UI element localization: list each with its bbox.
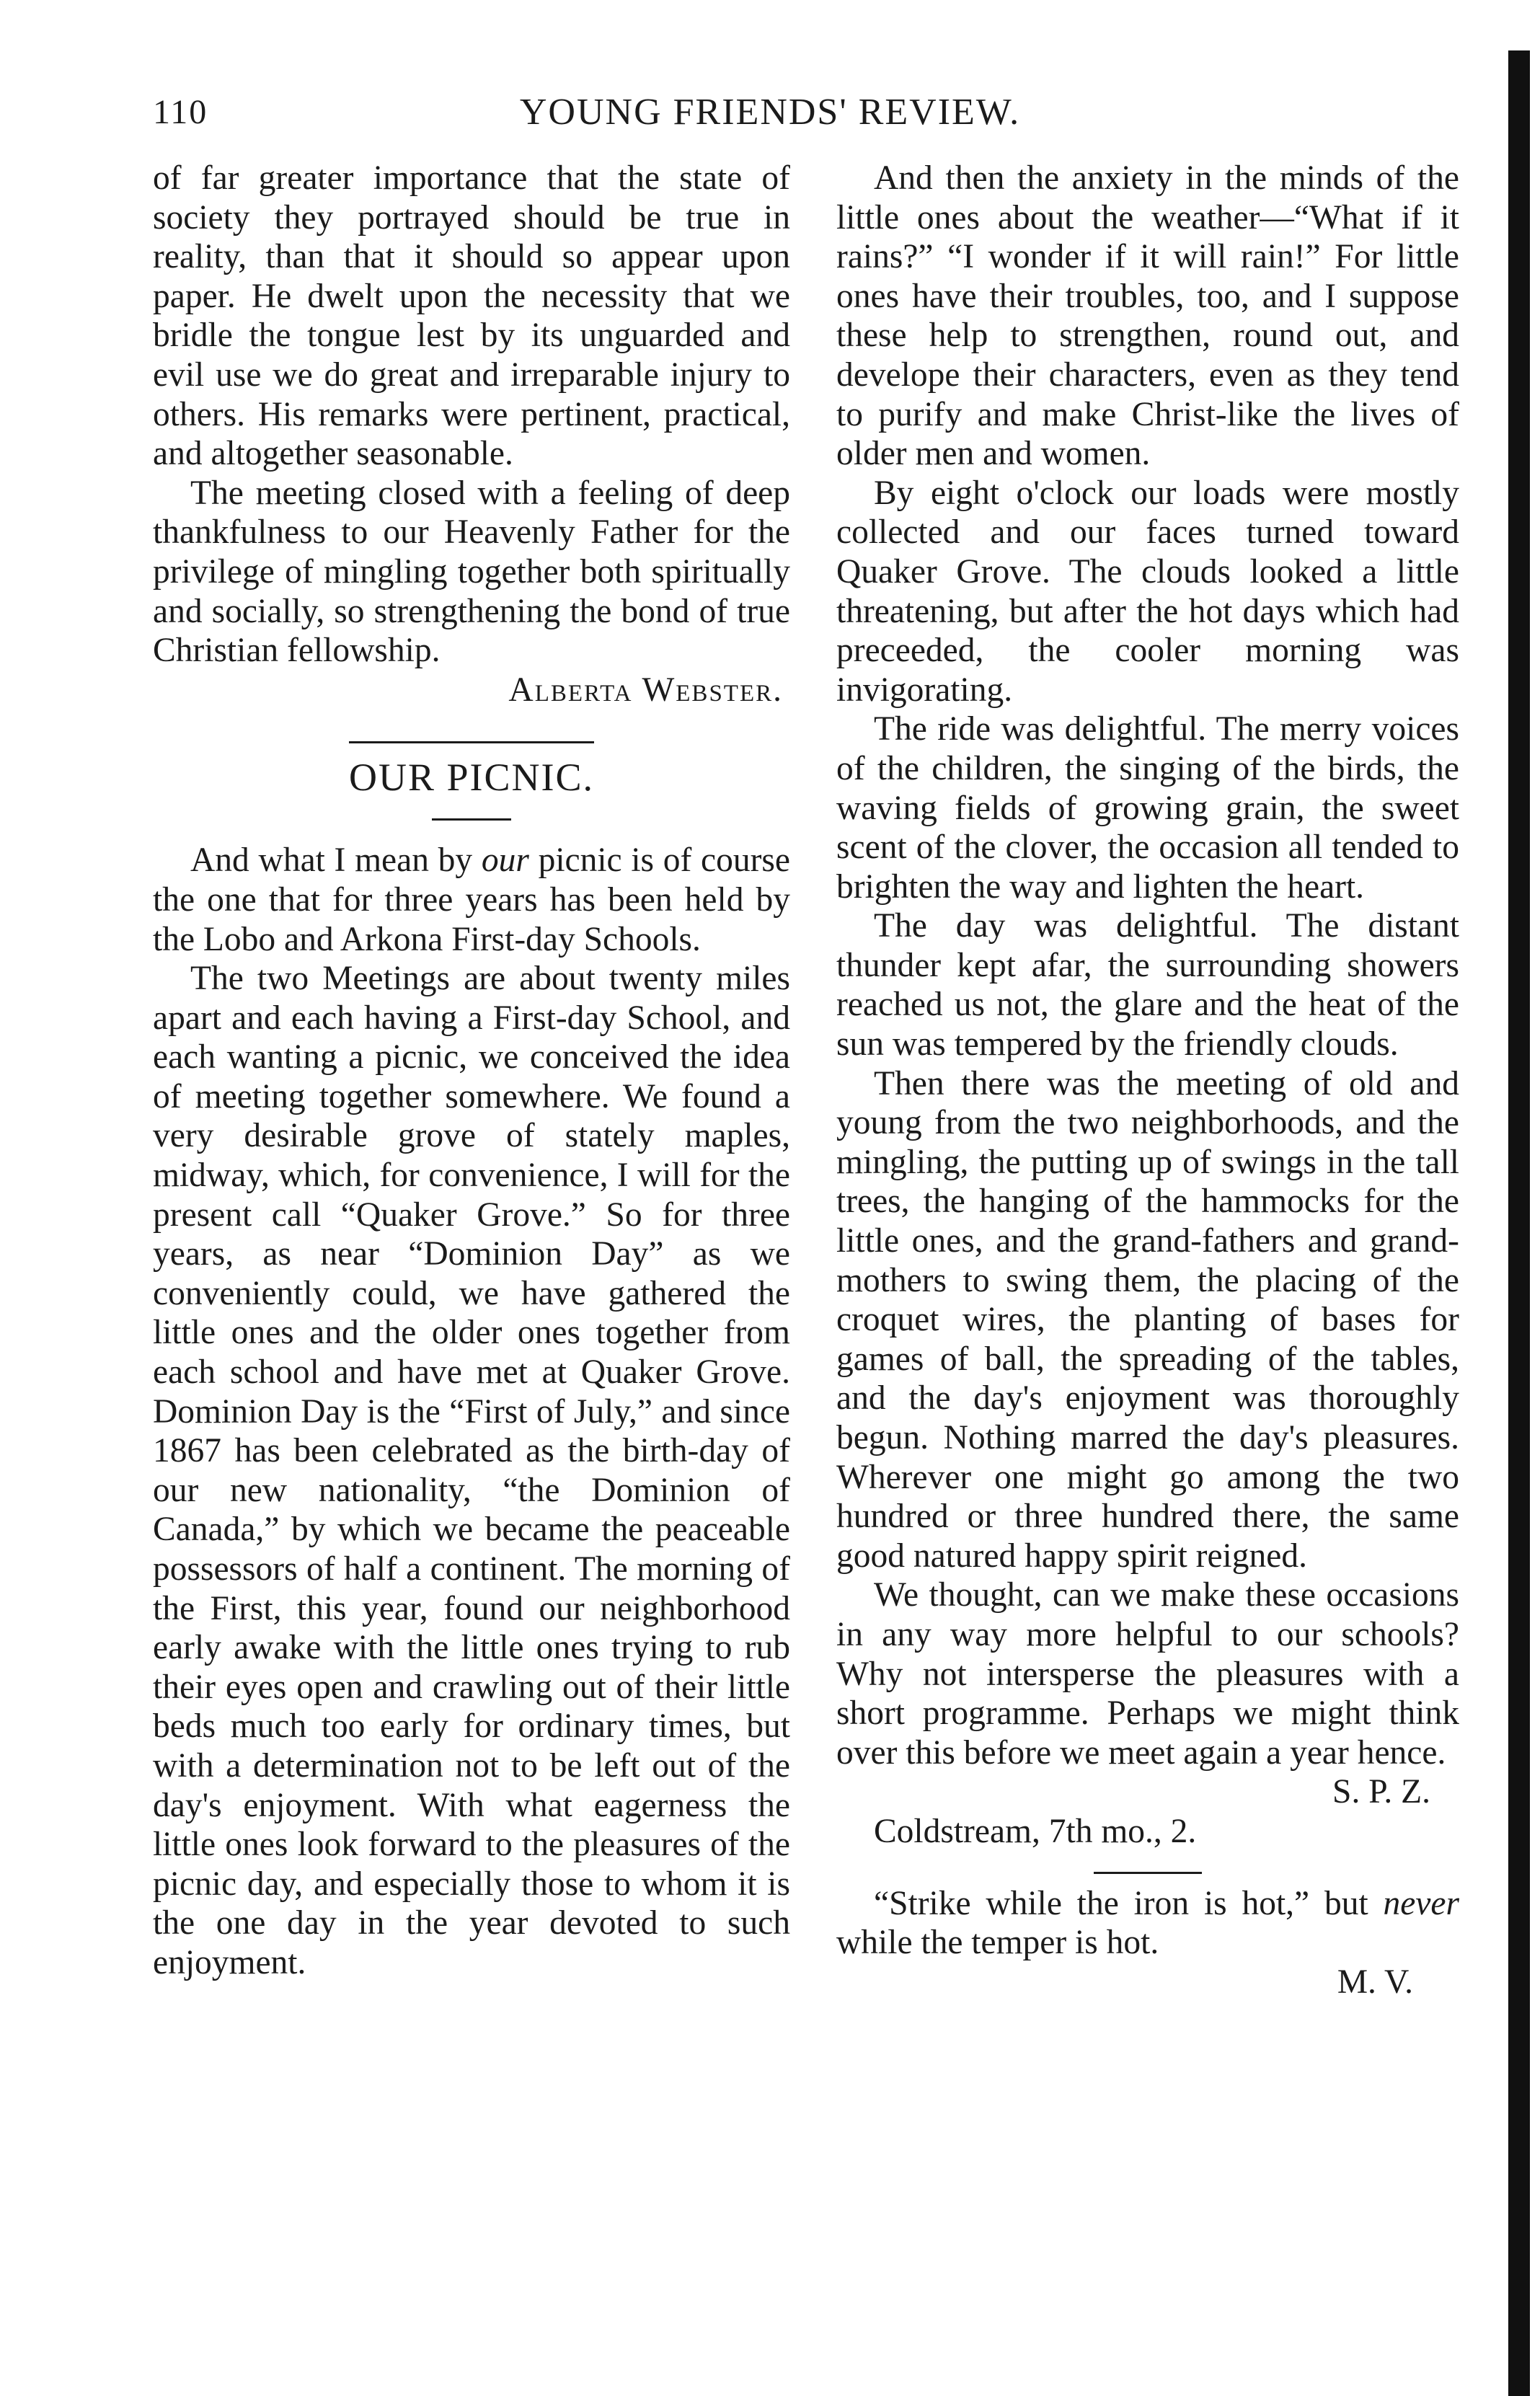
emphasis-text: our [481, 841, 529, 880]
text-span: And what I mean by [190, 841, 482, 880]
quote-paragraph [836, 1884, 1459, 1963]
paragraph-we-thought: We thought, can we make these occasions in any way more helpful to our schools? Why not intersperse the pleasures with a short programme. Perhaps we might think over this before we meet again a year hence. [836, 1576, 1459, 1772]
title-divider [432, 818, 511, 821]
text-span: while the temper is hot. [836, 1924, 1159, 1962]
running-title: YOUNG FRIENDS' REVIEW. [519, 92, 1021, 133]
paragraph-ride: The ride was delightful. The merry voices of the children, the singing of the birds, the waving fields of growing grain, the sweet scent of the clover, the occasion all tended to brighten the way and lighten the heart. [836, 710, 1459, 906]
text-span: picnic is of course the one that for three years has been held by the Lobo and Arkona First-day Schools. [153, 841, 790, 958]
paragraph-anxiety: And then the anxiety in the minds of the little ones about the weather—“What if it rains?” “I wonder if it will rain!” For little ones have their troubles, too, and I suppose these help to strengthen, round out, and develope their characters, even as they tend to purify and make Christ-like the lives of older men and women. [836, 159, 1459, 473]
page-number: 110 [153, 93, 208, 131]
paragraph-eight-oclock: By eight o'clock our loads were mostly collected and our faces turned toward Quaker Grove. The clouds looked a little threatening, but after the hot days which had preceeded, the cooler morning was invigorating. [836, 474, 1459, 709]
emphasis-text: never [1383, 1884, 1459, 1922]
paragraph-continued: of far greater importance that the state of society they portrayed should be true in reality, than that it should so appear upon paper. He dwelt upon the necessity that we bridle the tongue lest by its unguarded and evil use we do great and irreparable injury to others. His remarks were pertinent, practical, and altogether seasonable. [153, 159, 790, 473]
place-date: Coldstream, 7th mo., 2. [874, 1812, 1197, 1850]
author-signature: Alberta Webster. [508, 671, 783, 709]
text-span: “Strike while the iron is hot,” but [874, 1884, 1384, 1922]
quote-initials: M. V. [1337, 1963, 1413, 2001]
page-edge-shadow [1508, 50, 1530, 2396]
paragraph-meeting-closed: The meeting closed with a feeling of deep thankfulness to our Heavenly Father for the privilege of mingling together both spiritually and socially, so strengthening the bond of true Christian fellowship. [153, 474, 790, 670]
article-title: OUR PICNIC. [348, 756, 595, 800]
paragraph-two-meetings: The two Meetings are about twenty miles apart and each having a First-day School, and each wanting a picnic, we conceived the idea of meeting together somewhere. We found a very desirable grove of stately maples, midway, which, for convenience, I will for the present call “Quaker Grove.” So for three years, as near “Dominion Day” as we conveniently could, we have gathered the little ones and the older ones together from each school and have met at Quaker Grove. Dominion Day is the “First of July,” and since 1867 has been celebrated as the birth-day of our new nationality, “the Dominion of Canada,” by which we became the peaceable possessors of half a continent. The morning of the First, this year, found our neighborhood early awake with the little ones trying to rub their eyes open and crawling out of their little beds much too early for ordinary times, but with a determination not to be left out of the day's enjoyment. With what eagerness the little ones look forward to the pleasures of the picnic day, and especially those to whom it is the one day in the year devoted to such enjoyment. [153, 960, 790, 1981]
author-initials: S. P. Z. [1332, 1773, 1430, 1811]
quote-divider [1094, 1872, 1202, 1874]
paragraph-meeting: Then there was the meeting of old and young from the two neighborhoods, and the mingling, the putting up of swings in the tall trees, the hanging of the hammocks for the little ones, and the grand-fathers and grand-mothers to swing them, the placing of the croquet wires, the planting of bases for games of ball, the spreading of the tables, and the day's enjoyment was thoroughly begun. Nothing marred the day's pleasures. Wherever one might go among the two hundred or three hundred there, the same good natured happy spirit reigned. [836, 1064, 1459, 1575]
paragraph-day: The day was delightful. The distant thunder kept afar, the surrounding showers reached us not, the glare and the heat of the sun was tempered by the friendly clouds. [836, 907, 1459, 1064]
paragraph-our-picnic [153, 841, 790, 959]
right-column [836, 159, 1459, 2002]
section-divider [349, 741, 594, 743]
left-column [153, 159, 790, 1983]
